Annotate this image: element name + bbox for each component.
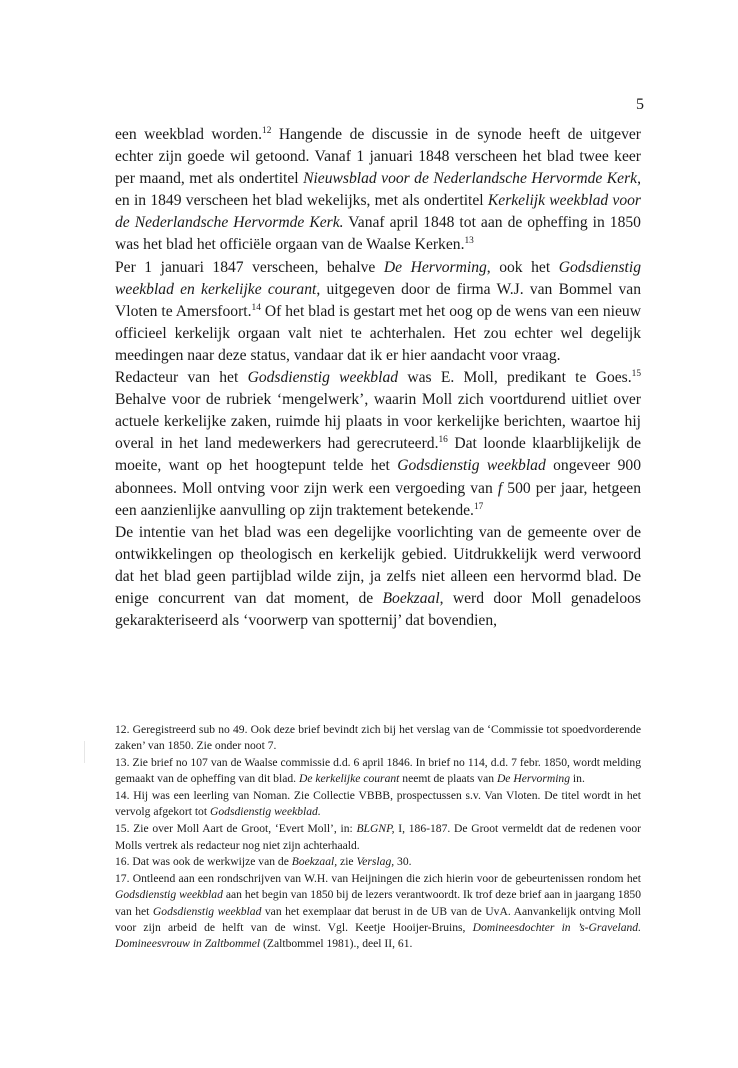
margin-mark (84, 741, 85, 763)
paragraph: De intentie van het blad was een degelijke voorlichting van de gemeente over de ontwikkelingen op theologisch en kerkelijk gebied. Uitdrukkelijk werd verwoord dat het blad geen partijblad wilde zijn, ja zelfs niet alleen een hervormd blad. De enige concurrent van dat moment, de Boekzaal, werd door Moll genadeloos gekarakteriseerd als ‘voorwerp van spotternij’ dat bovendien, (115, 523, 641, 630)
italic-text: Godsdienstig weekblad (397, 457, 546, 475)
italic-text: De Hervorming (383, 258, 487, 276)
paragraph: Redacteur van het Godsdienstig weekblad was E. Moll, predikant te Goes.$^{15}$ Behalve voor de rubriek ‘mengelwerk’, waarin Moll zich voortdurend uitliet over actuele kerkelijke zaken, ruimde hij plaats in voor kerkelijke berichten, waartoe hij overal in het land medewerkers had gerecruteerd.$^{16}$ Dat loonde klaarblijkelijk de moeite, want op het hoogtepunt telde het Godsdienstig weekblad ongeveer 900 abonnees. Moll ontving voor zijn werk een vergoeding van f 500 per jaar, hetgeen een aanzienlijke aanvulling op zijn traktement betekende.$^{17}$ (115, 368, 641, 519)
italic-text: Godsdienstig weekblad en kerkelijke courant (115, 258, 641, 298)
footnote-17: 17. Ontleend aan een rondschrijven van W.H. van Heijningen die zich hierin voor de gebeurtenissen rondom het Godsdienstig weekblad aan het begin van 1850 bij de lezers verantwoordt. Ik trof deze brief aan in jaargang 1850 van het Godsdienstig weekblad van het exemplaar dat berust in de UB van de UvA. Aanvankelijk ontving Moll voor zijn arbeid de helft van de winst. Vgl. Keetje Hooijer-Bruins, Domineesdochter in ’s-Graveland. Domineesvrouw in Zaltbommel (Zaltbommel 1981)., deel II, 61. (115, 872, 642, 951)
italic-text: Godsdienstig weekblad (115, 888, 223, 902)
italic-text: Domineesdochter in ’s-Graveland. Domineesvrouw in Zaltbommel (115, 921, 641, 951)
footnotes (115, 722, 641, 953)
footnote-ref: 16 (438, 435, 448, 446)
italic-text: Godsdienstig weekblad (152, 904, 262, 918)
body-text (115, 124, 641, 632)
paragraph: een weekblad worden.$^{12}$ Hangende de discussie in de synode heeft de uitgever echter zijn goede wil getoond. Vanaf 1 januari 1848 verscheen het blad twee keer per maand, met als ondertitel Nieuwsblad voor de Nederlandsche Hervormde Kerk, en in 1849 verscheen het blad wekelijks, met als ondertitel Kerkelijk weekblad voor de Nederlandsche Hervormde Kerk. Vanaf april 1848 tot aan de opheffing in 1850 was het blad het officiële orgaan van de Waalse Kerken.$^{13}$ (115, 125, 642, 254)
page-number: 5 (636, 96, 644, 113)
footnote-15: 15. Zie over Moll Aart de Groot, ‘Evert Moll’, in: BLGNP, I, 186-187. De Groot vermeldt dat de redenen voor Molls vertrek als redacteur nog niet zijn achterhaald. (115, 822, 641, 852)
italic-text: Godsdienstig weekblad (247, 369, 399, 387)
footnote-ref: 14 (251, 302, 261, 313)
italic-text: Verslag, (356, 855, 395, 869)
footnote-ref: 17 (473, 501, 484, 512)
italic-text: De Hervorming (496, 772, 571, 786)
footnote-14: 14. Hij was een leerling van Noman. Zie Collectie VBBB, prospectussen s.v. Van Vloten. De titel wordt in het vervolg afgekort tot Godsdienstig weekblad. (115, 789, 641, 819)
footnote-ref: 13 (464, 236, 474, 247)
italic-text: f (497, 479, 503, 497)
italic-text: Boekzaal, (291, 855, 338, 869)
paragraph: Per 1 januari 1847 verscheen, behalve De Hervorming, ook het Godsdienstig weekblad en kerkelijke courant, uitgegeven door de firma W.J. van Bommel van Vloten te Amersfoort.$^{14}$ Of het blad is gestart met het oog op de wens van een nieuw officieel kerkelijk orgaan valt niet te achterhalen. Het zou echter wel degelijk meedingen naar deze status, vandaar dat ik er hier aandacht voor vraag. (115, 258, 641, 364)
italic-text: Boekzaal (382, 589, 440, 607)
italic-text: Nieuwsblad voor de Nederlandsche Hervormde Kerk (303, 170, 638, 188)
italic-text: BLGNP, (356, 822, 395, 836)
footnote-12: 12. Geregistreerd sub no 49. Ook deze brief bevindt zich bij het verslag van de ‘Commissie tot spoedvorderende zaken’ van 1850. Zie onder noot 7. (115, 723, 641, 753)
footnote-ref: 12 (262, 125, 272, 136)
italic-text: De kerkelijke courant (298, 772, 400, 786)
footnote-16: 16. Dat was ook de werkwijze van de Boekzaal, zie Verslag, 30. (115, 855, 412, 869)
footnote-13: 13. Zie brief no 107 van de Waalse commissie d.d. 6 april 1846. In brief no 114, d.d. 7 febr. 1850, wordt melding gemaakt van de opheffing van dit blad. De kerkelijke courant neemt de plaats van De Hervorming in. (115, 756, 641, 786)
italic-text: Kerkelijk weekblad voor de Nederlandsche Hervormde Kerk. (115, 192, 641, 232)
italic-text: Godsdienstig weekblad. (209, 805, 321, 819)
footnote-ref: 15 (631, 368, 641, 379)
